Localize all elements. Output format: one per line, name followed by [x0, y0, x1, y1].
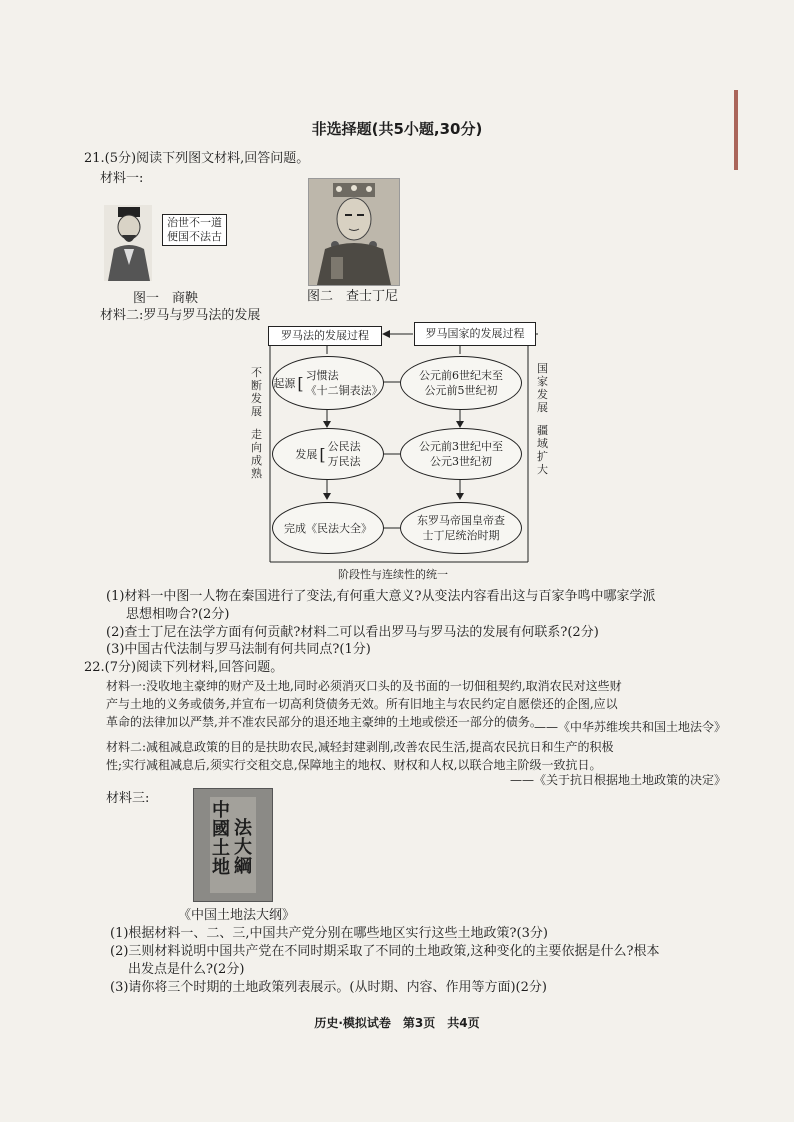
- roman-law-process-box: 罗马法的发展过程: [268, 326, 382, 346]
- q21-material2-label: 材料二:罗马与罗马法的发展: [100, 308, 261, 323]
- q21-sub1-line1: (1)材料一中图一人物在秦国进行了变法,有何重大意义?从变法内容看出这与百家争鸣中哪家学派: [106, 589, 656, 604]
- completion-oval: [272, 502, 384, 554]
- speech-bubble: [162, 214, 227, 246]
- left-side-label-bottom: 走向成熟: [251, 428, 262, 480]
- book-caption: 《中国土地法大纲》: [178, 908, 296, 923]
- land-law-book-cover: [193, 788, 273, 902]
- speech-line-2: 便国不法古: [167, 230, 222, 243]
- book-title-left: 中國土地: [212, 800, 230, 878]
- book-title-right: 法大綱: [234, 818, 252, 877]
- q21-sub2: (2)查士丁尼在法学方面有何贡献?材料二可以看出罗马与罗马法的发展有何联系?(2分): [106, 625, 599, 640]
- figure1-caption: 图一 商鞅: [133, 291, 199, 306]
- diagram-bottom-label: 阶段性与连续性的统一: [338, 568, 448, 581]
- develop-item-1: 公民法: [327, 440, 361, 453]
- shang-yang-figure: [104, 205, 152, 281]
- q22-sub2-line1: (2)三则材料说明中国共产党在不同时期采取了不同的土地政策,这种变化的主要依据是什么?根本: [110, 944, 660, 959]
- q22-m1-line1: 材料一:没收地主豪绅的财产及土地,同时必须消灭口头的及书面的一切佃租契约,取消农民对这些财: [106, 679, 622, 693]
- period1-oval: [400, 356, 522, 410]
- q22-sub3: (3)请你将三个时期的土地政策列表展示。(从时期、内容、作用等方面)(2分): [110, 980, 547, 995]
- q22-sub2-line2: 出发点是什么?(2分): [128, 962, 245, 977]
- q21-sub1-line2: 思想相吻合?(2分): [126, 607, 230, 622]
- q22-m2-line1: 材料二:减租减息政策的目的是扶助农民,减轻封建剥削,改善农民生活,提高农民抗日和生产的积极: [106, 740, 614, 754]
- completion-text: 完成《民法大全》: [284, 521, 372, 535]
- q22-m2-line2: 性;实行减租减息后,须实行交租交息,保障地主的地权、财权和人权,以联合地主阶级一致抗日。: [106, 758, 602, 772]
- q21-stem: 21.(5分)阅读下列图文材料,回答问题。: [84, 151, 310, 166]
- develop-item-2: 万民法: [327, 455, 361, 468]
- roman-law-diagram: [248, 320, 548, 585]
- origin-label: 起源: [273, 376, 296, 390]
- q22-sub1: (1)根据材料一、二、三,中国共产党分别在哪些地区实行这些土地政策?(3分): [110, 926, 548, 941]
- q22-stem: 22.(7分)阅读下列材料,回答问题。: [84, 660, 284, 675]
- right-side-label-top: 国家发展: [537, 362, 548, 414]
- origin-oval: 起源 [ 习惯法 《十二铜表法》: [272, 356, 384, 410]
- q21-sub3: (3)中国古代法制与罗马法制有何共同点?(1分): [106, 642, 371, 657]
- development-oval: 发展 [ 公民法 万民法: [272, 428, 384, 480]
- period3-oval: [400, 502, 522, 554]
- period2-oval: [400, 428, 522, 480]
- figure2-caption: 图二 查士丁尼: [307, 289, 399, 304]
- origin-item-2: 《十二铜表法》: [305, 384, 383, 397]
- period3-text: 东罗马帝国皇帝查士丁尼统治时期: [417, 514, 505, 542]
- justinian-mosaic-image: [308, 178, 400, 286]
- roman-state-process-box: 罗马国家的发展过程: [414, 322, 536, 346]
- q22-m1-source: ——《中华苏维埃共和国土地法令》: [533, 720, 726, 734]
- page-footer: 历史·模拟试卷 第3页 共4页: [314, 1016, 480, 1030]
- develop-label: 发展: [295, 447, 318, 461]
- speech-line-1: 治世不一道: [167, 216, 222, 229]
- origin-item-1: 习惯法: [305, 369, 339, 382]
- q22-m1-line2: 产与土地的义务或债务,并宣布一切高利贷债务无效。所有旧地主与农民约定自愿偿还的企图,应以: [106, 697, 618, 711]
- q22-material3-label: 材料三:: [106, 791, 150, 806]
- period1-text: 公元前6世纪末至公元前5世纪初: [419, 369, 503, 397]
- q22-m2-source: ——《关于抗日根据地土地政策的决定》: [509, 773, 726, 787]
- left-side-label-top: 不断发展: [251, 366, 262, 418]
- right-side-label-bottom: 疆域扩大: [537, 424, 548, 476]
- q22-m1-line3: 革命的法律加以严禁,并不准农民部分的退还地主豪绅的土地或偿还一部分的债务。: [106, 715, 542, 729]
- section-title: 非选择题(共5小题,30分): [311, 120, 483, 138]
- period2-text: 公元前3世纪中至公元3世纪初: [419, 440, 503, 468]
- q21-material1-label: 材料一:: [100, 171, 144, 186]
